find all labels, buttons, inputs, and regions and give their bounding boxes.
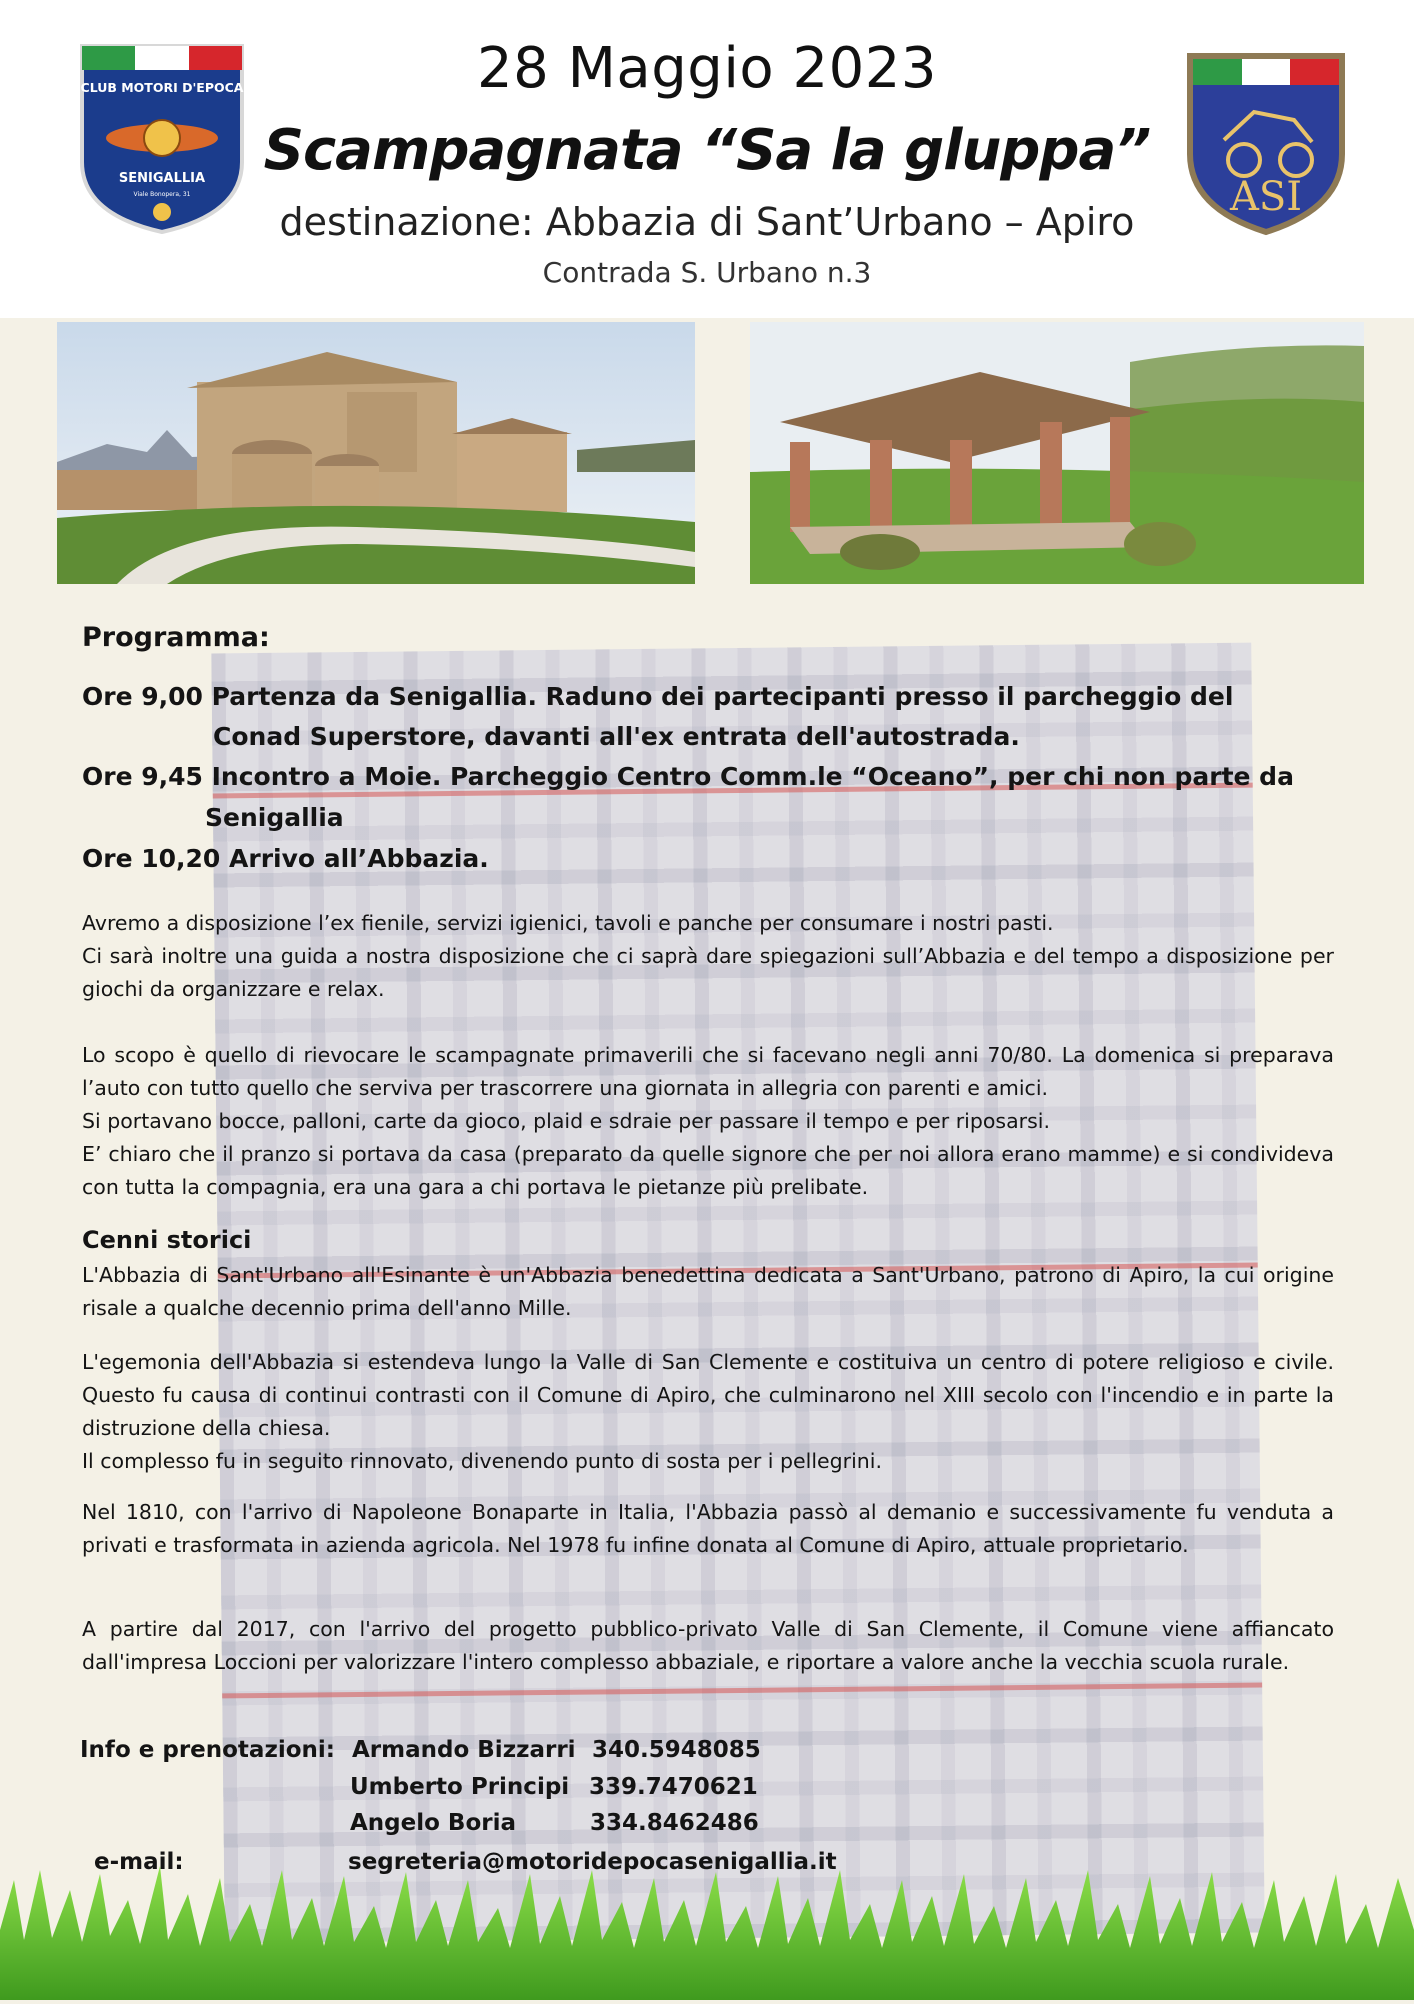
logo-left-city: SENIGALLIA: [118, 171, 206, 186]
history-paragraph-2-line: Il complesso fu in seguito rinnovato, divenendo punto di sosta per i pellegrini.: [82, 1449, 882, 1473]
grass-decoration: [0, 1860, 1414, 2000]
paragraph-purpose-line: Si portavano bocce, palloni, carte da gioco, plaid e sdraie per passare il tempo e per riposarsi.: [82, 1109, 1050, 1133]
paragraph-purpose-line: E’ chiaro che il pranzo si portava da casa (preparato da quelle signore che per noi allora erano mamme) e si condivideva con tutta la compagnia, era una gara a chi portava le pietanze più prelibate.: [82, 1142, 1334, 1199]
schedule-item-1-line1: Ore 9,45 Incontro a Moie. Parcheggio Centro Comm.le “Oceano”, per chi non parte da: [82, 762, 1294, 791]
history-paragraph-3: Nel 1810, con l'arrivo di Napoleone Bonaparte in Italia, l'Abbazia passò al demanio e successivamente fu venduta a privati e trasformata in azienda agricola. Nel 1978 fu infine donata al Comune di Apiro, attuale proprietario.: [82, 1500, 1334, 1557]
pavilion-photo: [750, 322, 1364, 584]
event-address: Contrada S. Urbano n.3: [542, 256, 872, 289]
history-paragraph-4: A partire dal 2017, con l'arrivo del progetto pubblico-privato Valle di San Clemente, il Comune viene affiancato dall'impresa Loccioni per valorizzare l'intero complesso abbaziale, e riportare a valore anche la vecchia scuola rurale.: [82, 1617, 1334, 1674]
contact-phone[interactable]: 339.7470621: [589, 1774, 758, 1800]
contact-name: Armando Bizzarri: [352, 1737, 576, 1763]
programma-heading: Programma:: [82, 622, 270, 653]
paragraph-facilities-line: Avremo a disposizione l’ex fienile, servizi igienici, tavoli e panche per consumare i nostri pasti.: [82, 911, 1054, 935]
history-paragraph-2-line: L'egemonia dell'Abbazia si estendeva lungo la Valle di San Clemente e costituiva un centro di potere religioso e civile. Questo fu causa di continui contrasti con il Comune di Apiro, che culminarono nel XIII secolo con l'incendio e in parte la distruzione della chiesa.: [82, 1350, 1334, 1440]
schedule-item-0-line2: Conad Superstore, davanti all'ex entrata dell'autostrada.: [213, 722, 1020, 751]
schedule-item-1-line2: Senigallia: [205, 803, 344, 832]
logo-right-text: ASI: [1229, 174, 1303, 220]
event-date: 28 Maggio 2023: [477, 36, 937, 101]
history-paragraph-2: [82, 1346, 1334, 1478]
contact-phone[interactable]: 340.5948085: [592, 1737, 761, 1763]
schedule-item-2-line1: Ore 10,20 Arrivo all’Abbazia.: [82, 844, 489, 873]
abbey-photo: [57, 322, 695, 584]
logo-left-top-text: CLUB MOTORI D'EPOCA: [80, 80, 244, 95]
logo-left-street: Viale Bonopera, 31: [133, 191, 191, 198]
info-label: Info e prenotazioni:: [80, 1737, 335, 1763]
schedule-item-0-line1: Ore 9,00 Partenza da Senigallia. Raduno dei partecipanti presso il parcheggio del: [82, 682, 1234, 711]
contact-name: Angelo Boria: [350, 1810, 517, 1836]
paragraph-purpose-line: Lo scopo è quello di rievocare le scampagnate primaverili che si facevano negli anni 70/80. La domenica si preparava l’auto con tutto quello che serviva per trascorrere una giornata in allegria con parenti e amici.: [82, 1043, 1334, 1100]
event-title: Scampagnata “Sa la gluppa”: [263, 118, 1151, 183]
paragraph-facilities-line: Ci sarà inoltre una guida a nostra disposizione che ci saprà dare spiegazioni sull’Abbazia e del tempo a disposizione per giochi da organizzare e relax.: [82, 944, 1334, 1001]
event-destination: destinazione: Abbazia di Sant’Urbano – Apiro: [279, 200, 1135, 244]
contact-name: Umberto Principi: [350, 1774, 570, 1800]
paragraph-purpose: [82, 1039, 1334, 1204]
email-link[interactable]: segreteria@motoridepocasenigallia.it: [348, 1849, 837, 1875]
paragraph-facilities: [82, 907, 1334, 1006]
cenni-storici-heading: Cenni storici: [82, 1226, 252, 1254]
contact-phone[interactable]: 334.8462486: [590, 1810, 759, 1836]
history-paragraph-1: L'Abbazia di Sant'Urbano all'Esinante è un'Abbazia benedettina dedicata a Sant'Urbano, patrono di Apiro, la cui origine risale a qualche decennio prima dell'anno Mille.: [82, 1263, 1334, 1320]
email-label: e-mail:: [94, 1849, 184, 1875]
